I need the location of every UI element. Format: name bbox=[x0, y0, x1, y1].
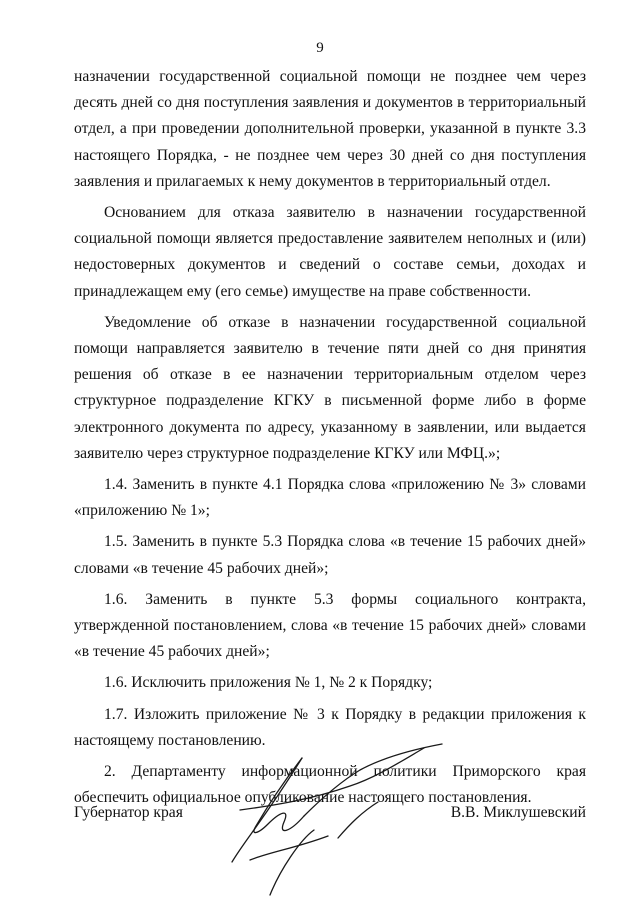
page-number: 9 bbox=[316, 40, 324, 56]
paragraph-refusal-grounds: Основанием для отказа заявителю в назначении государственной социальной помощи является предоставление заявителем неполных и (или) недостоверных документов и сведений о составе семьи, доходах и принадлежащем ему (его семье) имуществе на праве собственности. bbox=[74, 204, 586, 300]
paragraph-item-1-4: 1.4. Заменить в пункте 4.1 Порядка слова «приложению № 3» словами «приложению № 1»; bbox=[74, 476, 586, 520]
paragraph-item-1-5: 1.5. Заменить в пункте 5.3 Порядка слова «в течение 15 рабочих дней» словами «в течение 45 рабочих дней»; bbox=[74, 533, 586, 577]
signer-name: В.В. Миклушевский bbox=[450, 804, 586, 821]
paragraph-refusal-notice: Уведомление об отказе в назначении государственной социальной помощи направляется заявителю в течение пяти дней со дня принятия решения об отказе в ее назначении территориальным отделом через структурное подразделение КГКУ в письменной форме либо в форме электронного документа по адресу, указанному в заявлении, или выдается заявителю через структурное подразделение КГКУ или МФЦ.»; bbox=[74, 313, 586, 462]
signature-block bbox=[74, 796, 586, 826]
paragraph-item-1-6-b: 1.6. Исключить приложения № 1, № 2 к Порядку; bbox=[104, 674, 433, 692]
signer-title: Губернатор края bbox=[74, 804, 183, 821]
paragraph-item-2: 2. Департаменту информационной политики Приморского края обеспечить официальное опубликование настоящего постановления. bbox=[74, 763, 586, 807]
paragraph-item-1-6-a: 1.6. Заменить в пункте 5.3 формы социального контракта, утвержденной постановлением, слова «в течение 15 рабочих дней» словами «в течение 45 рабочих дней»; bbox=[74, 590, 586, 661]
paragraph-item-1-7: 1.7. Изложить приложение № 3 к Порядку в редакции приложения к настоящему постановлению. bbox=[74, 705, 586, 749]
paragraph-continuation: назначении государственной социальной помощи не позднее чем через десять дней со дня поступления заявления и документов в территориальный отдел, а при проведении дополнительной проверки, указанной в пункте 3.3 настоящего Порядка, - не позднее чем через 30 дней со дня поступления заявления и прилагаемых к нему документов в территориальный отдел. bbox=[74, 68, 586, 190]
document-body bbox=[74, 64, 586, 811]
